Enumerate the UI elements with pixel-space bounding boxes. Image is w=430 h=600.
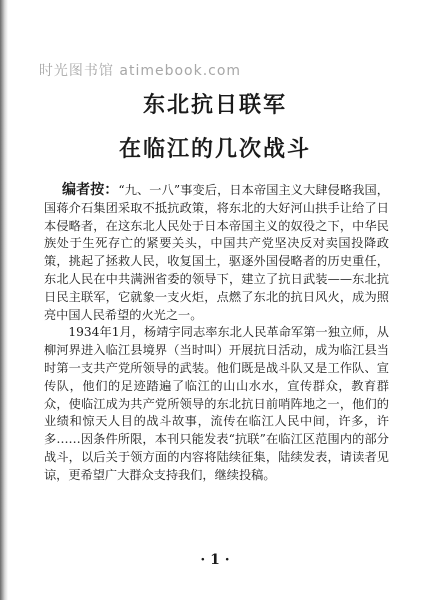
editor-note [44,182,389,324]
watermark: 时光图书馆 atimebook.com [38,63,242,79]
article-body [44,182,389,485]
editor-note-text: “九、一八”事变后，日本帝国主义大肆侵略我国，国蒋介石集团采取不抵抗政策，将东北的大好河山拱手让给了日本侵略者，在这东北人民处于日本帝国主义的奴役之下，中华民族处于生死存亡的紧要关头，中国共产党坚决反对卖国投降政策，挑起了拯救人民，收复国土，驱逐外国侵略者的历史重任，东北人民在中共满洲省委的领导下，建立了抗日武装——东北抗日民主联军，它就象一支火炬，点燃了东北的抗日风火，成为照亮中国人民希望的火光之一。 [44,183,389,322]
page-number: · 1 · [200,552,230,568]
editor-note-label: 编者按： [62,182,119,198]
title-line-2: 在临江的几次战斗 [118,136,311,162]
title-line-1: 东北抗日联军 [142,92,287,118]
paragraph-2: 1934年1月，杨靖宇同志率东北人民革命军第一独立师，从柳河界进入临江县境界（当时叫）开展抗日活动，成为临江县当时第一支共产党所领导的武装。他们既是战斗队又是工作队、宣传队，他们的足迹踏遍了临江的山山水水，宣传群众，教育群众，使临江成为共产党所领导的东北抗日前哨阵地之一，他们的业绩和惊天人目的战斗故事，流传在临江人民中间，许多，许多……因条件所限，本刊只能发表“抗联”在临江区范围内的部分战斗，以后关于领方面的内容将陆续征集，陆续发表，请读者见谅，更希望广大群众支持我们，继续投稿。 [44,325,389,482]
